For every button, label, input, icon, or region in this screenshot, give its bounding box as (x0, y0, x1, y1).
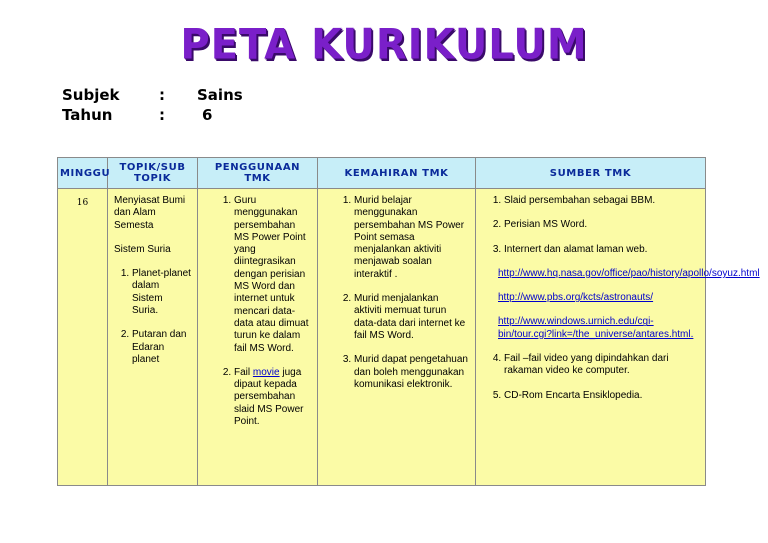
sumber-list-bottom (482, 353, 699, 402)
list-item: 3. Internert dan alamat laman web. (504, 244, 699, 256)
subjek-label: Subjek (62, 86, 120, 104)
table-header-row (58, 158, 706, 189)
curriculum-table (57, 157, 760, 486)
list-item: 1. Slaid persembahan sebagai BBM. (504, 195, 699, 207)
tahun-label: Tahun (62, 106, 113, 124)
topik-sub: Sistem Suria (114, 243, 171, 255)
page-title: PETA KURIKULUM (180, 20, 588, 70)
topik-intro: Menyiasat Bumi dan Alam Semesta (114, 195, 186, 231)
list-item: 4. Fail –fail video yang dipindahkan dari rakaman video ke computer. (504, 353, 699, 378)
table-row (58, 189, 706, 486)
header-kemahiran: KEMAHIRAN TMK (318, 158, 476, 189)
kemahiran-list (324, 195, 469, 391)
subjek-value: Sains (197, 86, 243, 104)
cell-kemahiran (318, 189, 476, 486)
list-item: 1. Guru menggunakan persembahan MS Power Point yang diintegrasikan dengan perisian MS Word dan internet untuk mencari data-data atau dimuat turun ke dalam fail MS Word. (234, 195, 311, 355)
list-item: 3. Murid dapat pengetahuan dan boleh menggunakan komunikasi elektronik. (354, 354, 469, 391)
movie-link[interactable]: movie (252, 366, 280, 378)
sumber-list-top (482, 195, 699, 256)
item2-suffix: juga dipaut kepada persembahan slaid MS Power Point. (234, 366, 304, 428)
list-item: 1. Planet-planet dalam Sistem Suria. (132, 268, 191, 317)
item2-prefix: Fail (234, 366, 253, 378)
header-minggu: MINGGU (58, 158, 108, 189)
header-topik: TOPIK/SUB TOPIK (108, 158, 198, 189)
list-item: 2. Murid menjalankan aktiviti memuat turun data-data dari internet ke fail MS Word. (354, 293, 469, 342)
list-item: 2. Putaran dan Edaran planet (132, 329, 191, 366)
penggunaan-list (204, 195, 311, 428)
list-item: 5. CD-Rom Encarta Ensiklopedia. (504, 390, 699, 402)
url-nasa-link[interactable]: http://www.hq.nasa.gov/office/pao/history/apollo/soyuz.html (498, 267, 760, 279)
list-item: 1. Murid belajar menggunakan persembahan MS Power Point semasa menjalankan aktiviti menjawab soalan interaktif . (354, 195, 469, 281)
topik-list (114, 268, 191, 366)
cell-sumber (476, 189, 760, 486)
cell-penggunaan (198, 189, 318, 486)
header-penggunaan: PENGGUNAAN TMK (198, 158, 318, 189)
cell-topik (108, 189, 198, 486)
subjek-colon: : (159, 86, 165, 104)
tahun-colon: : (159, 106, 165, 124)
tahun-value: 6 (202, 106, 213, 124)
list-item (234, 367, 311, 428)
header-sumber: SUMBER TMK (476, 158, 706, 189)
cell-minggu: 16 (58, 189, 108, 486)
list-item: 2. Perisian MS Word. (504, 219, 699, 231)
url-windows-link[interactable]: http://www.windows.urnich.edu/cgi-bin/tour.cgi?link=/the_universe/antares.html. (498, 316, 694, 340)
url-pbs-link[interactable]: http://www.pbs.org/kcts/astronauts/ (498, 292, 654, 304)
